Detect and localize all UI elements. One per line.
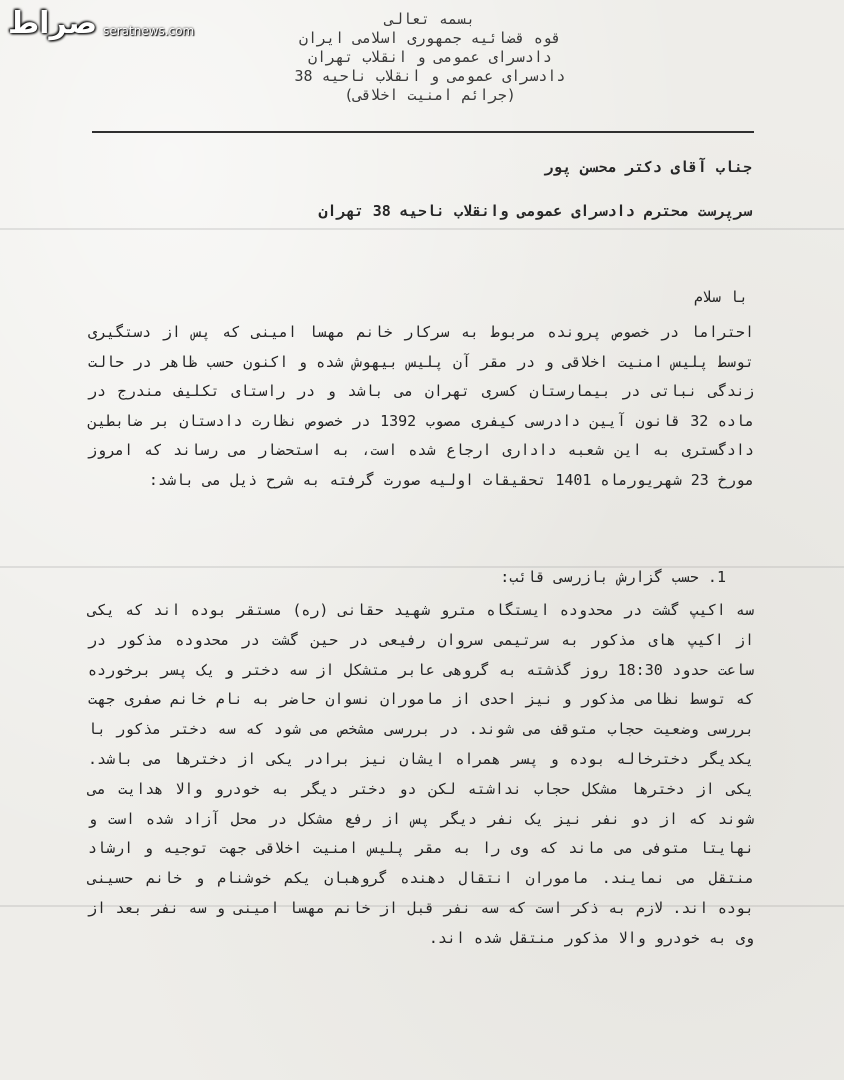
site-watermark [8,6,194,42]
letterhead [270,10,590,105]
letterhead-line: دادسرای عمومی و انقلاب تهران [308,48,552,66]
watermark-site: seratnews.com [103,24,195,38]
intro-text: احتراما در خصوص پرونده مربوط به سرکار خانم مهسا امینی که پس از دستگیری توسط پلیس امنیت اخلاقی و در مقر آن پلیس بیهوش شده و اکنون حسب ظاهر در حالت زندگی نباتی در بیمارستان کسری تهران می باشد و در راستای تکلیف مندرج در ماده 32 قانون آیین دادرسی کیفری مصوب 1392 در خصوص نظارت دادستان بر ضابطین دادگستری به این شعبه داداری ارجاع شده است، به استحضار می رساند که امروز مورخ 23 شهریورماه 1401 تحقیقات اولیه صورت گرفته به شرح ذیل می باشد: [88,323,754,489]
recipient-title: سرپرست محترم دادسرای عمومی وانقلاب ناحیه 38 تهران [318,202,752,220]
letterhead-line: (جرائم امنیت اخلاقی) [344,86,516,104]
greeting: با سلام [693,288,748,306]
serat-logo: صراط [8,6,98,41]
letterhead-line: بسمه تعالی [384,10,476,28]
letterhead-line: دادسرای عمومی و انقلاب ناحیه 38 [294,67,566,85]
section-1-text: سه اکیپ گشت در محدوده ایستگاه مترو شهید حقانی (ره) مستقر بوده اند که یکی از اکیپ های مذکور به سرتیمی سروان رفیعی در حین گشت در محدوده مذکور در ساعت حدود 18:30 روز گذشته به گروهی عابر متشکل از سه دختر و یک پسر برخورده که توسط نظامی مذکور و نیز احدی از ماموران نسوان حاضر به نام خانم صفری جهت بررسی وضعیت حجاب متوقف می شوند. در بررسی مشخص می شود که سه دختر مذکور با یکدیگر دخترخاله بوده و پسر همراه ایشان نیز برادر یکی از دخترها می باشد. یکی از دخترها مشکل حجاب نداشته لکن دو دختر دیگر به خودرو والا هدایت می شوند که از دو نفر نیز یک نفر دیگر پس از رفع مشکل در محل آزاد شده است و نهایتا متوفی می ماند که وی را به مقر پلیس امنیت اخلاقی جهت توجیه و ارشاد منتقل می نمایند. ماموران انتقال دهنده گروهبان یکم خوشنام و خانم حسینی بوده اند. لازم به ذکر است که سه نفر قبل از خانم مهسا امینی و سه نفر بعد از وی به خودرو والا مذکور منتقل شده اند. [88,601,754,947]
section-1-paragraph [88,596,754,954]
paper-fold [0,228,844,230]
recipient-name: جناب آقای دکتر محسن پور [544,158,752,176]
section-1-title: 1. حسب گزارش بازرسی قائب: [500,568,726,586]
intro-paragraph [88,318,754,496]
letterhead-line: قوه قضائیه جمهوری اسلامی ایران [299,29,561,47]
header-divider [92,131,754,133]
